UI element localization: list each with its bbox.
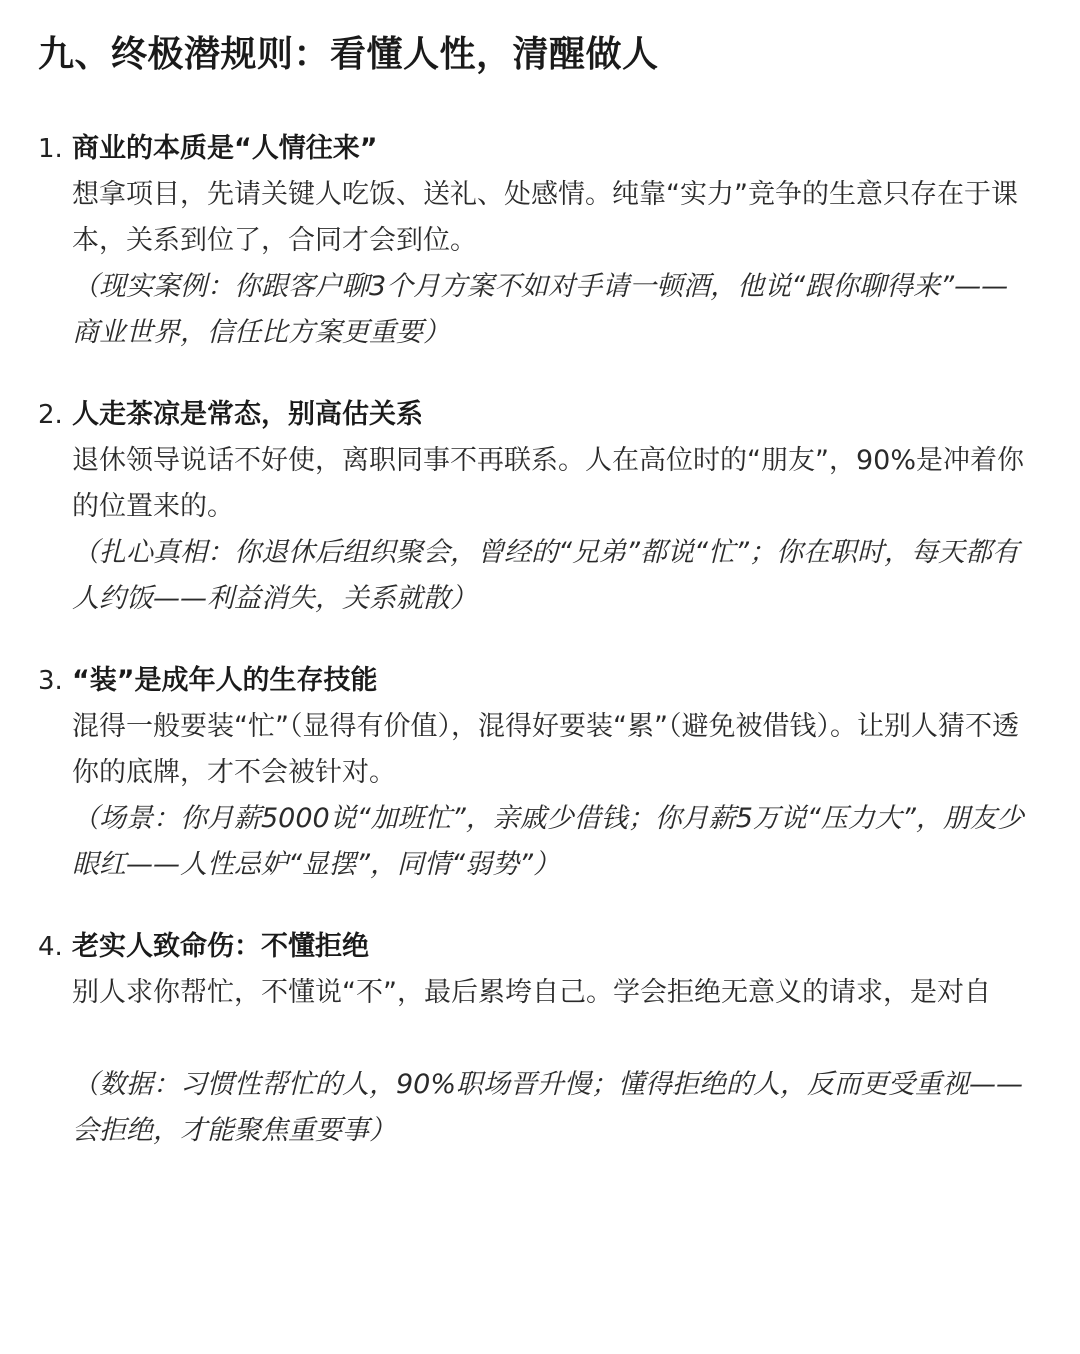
item-body: 混得一般要装“忙”（显得有价值），混得好要装“累”（避免被借钱）。让别人猜不透你的底牌，才不会被针对。 bbox=[72, 711, 1019, 788]
item-heading: 商业的本质是“人情往来” bbox=[72, 133, 378, 164]
item-number: 1. bbox=[38, 134, 63, 164]
item-heading: “装”是成年人的生存技能 bbox=[72, 665, 378, 696]
item-body: 退休领导说话不好使，离职同事不再联系。人在高位时的“朋友”，90%是冲着你的位置来的。 bbox=[72, 445, 1024, 522]
item-note: （扎心真相：你退休后组织聚会，曾经的“兄弟”都说“忙”；你在职时，每天都有人约饭——利益消失，关系就散） bbox=[72, 537, 1019, 614]
item-note: （场景：你月薪5000说“加班忙”，亲戚少借钱；你月薪5万说“压力大”，朋友少眼红——人性忌妒“显摆”，同情“弱势”） bbox=[72, 803, 1024, 880]
item-body: 想拿项目，先请关键人吃饭、送礼、处感情。纯靠“实力”竞争的生意只存在于课本，关系到位了，合同才会到位。 bbox=[72, 179, 1018, 256]
item-body: 别人求你帮忙，不懂说“不”，最后累垮自己。学会拒绝无意义的请求，是对自 bbox=[72, 977, 991, 1008]
list-item bbox=[38, 126, 1040, 356]
item-note: （数据：习惯性帮忙的人，90%职场晋升慢；懂得拒绝的人，反而更受重视——会拒绝，才能聚焦重要事） bbox=[72, 1069, 1024, 1146]
blank-line bbox=[72, 1016, 1040, 1062]
list-item bbox=[38, 392, 1040, 622]
list-item bbox=[38, 658, 1040, 888]
item-heading: 人走茶凉是常态，别高估关系 bbox=[72, 399, 423, 430]
page-title: 九、终极潜规则：看懂人性，清醒做人 bbox=[38, 34, 659, 75]
item-number: 3. bbox=[38, 666, 63, 696]
item-heading: 老实人致命伤：不懂拒绝 bbox=[72, 931, 369, 962]
list-item bbox=[38, 924, 1040, 1154]
item-number: 4. bbox=[38, 932, 63, 962]
item-note: （现实案例：你跟客户聊3个月方案不如对手请一顿酒，他说“跟你聊得来”——商业世界，信任比方案更重要） bbox=[72, 271, 1009, 348]
item-number: 2. bbox=[38, 400, 63, 430]
